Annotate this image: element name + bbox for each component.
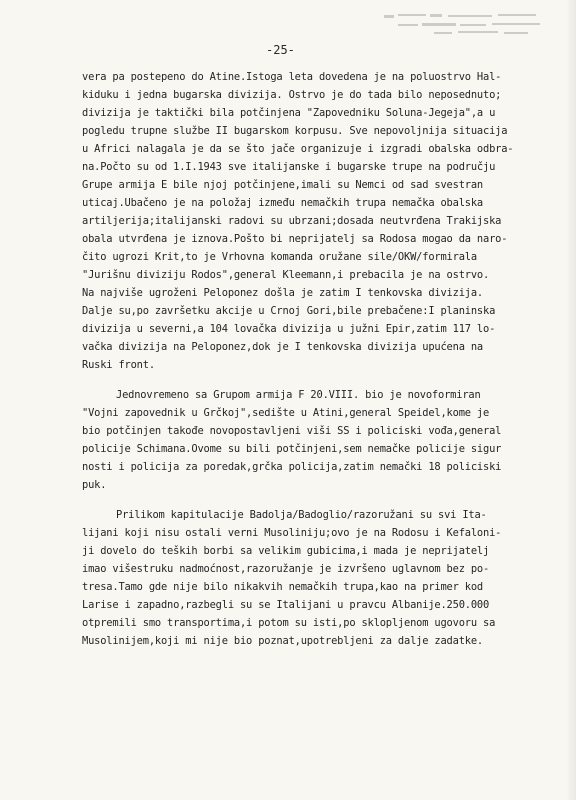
- text-line: Ruski front.: [82, 359, 155, 371]
- text-line: "Jurišnu diviziju Rodos",general Kleemann,i prebacila je na ostrvo.: [82, 269, 490, 281]
- text-line: na.Počto su od 1.I.1943 sve italijanske i bugarske trupe na području: [82, 161, 496, 173]
- text-line: otpremili smo transportima,i potom su isti,po sklopljenom ugovoru sa: [82, 617, 496, 629]
- paragraph-1: [82, 68, 542, 374]
- page-edge-shadow: [566, 0, 576, 800]
- page-number: -25-: [266, 43, 295, 57]
- text-line: Grupe armija E bile njoj potčinjene,imali su Nemci od sad svestran: [82, 179, 483, 191]
- text-line: vera pa postepeno do Atine.Istoga leta dovedena je na poluostrvo Hal-: [82, 71, 502, 83]
- text-line: lijani koji nisu ostali verni Musoliniju;ovo je na Rodosu i Kefaloni-: [82, 527, 502, 539]
- paragraph-gap: [82, 374, 542, 386]
- text-line: divizija u severni,a 104 lovačka divizija u južni Epir,zatim 117 lo-: [82, 323, 496, 335]
- text-line: policije Schimana.Ovome su bili potčinjeni,sem nemačke policije sigur: [82, 443, 502, 455]
- text-line: vačka divizija na Peloponez,dok je I tenkovska divizija upućena na: [82, 341, 483, 353]
- text-line: tresa.Tamo gde nije bilo nikakvih nemačkih trupa,kao na primer kod: [82, 581, 483, 593]
- text-line: "Vojni zapovednik u Grčkoj",sedište u Atini,general Speidel,kome je: [82, 407, 490, 419]
- text-line: obala utvrđena je iznova.Pošto bi neprijatelj sa Rodosa mogao da naro-: [82, 233, 508, 245]
- text-line: bio potčinjen takođe novopostavljeni viši SS i policiski vođa,general: [82, 425, 502, 437]
- text-line: nosti i policija za poredak,grčka policija,zatim nemački 18 policiski: [82, 461, 502, 473]
- text-line: imao višestruku nadmoćnost,razoružanje je izvršeno uglavnom bez po-: [82, 563, 490, 575]
- text-line: čito ugrozi Krit,to je Vrhovna komanda oružane sile/OKW/formirala: [82, 251, 477, 263]
- text-line: Na najviše ugroženi Peloponez došla je zatim I tenkovska divizija.: [82, 287, 483, 299]
- text-line: divizija je taktički bila potčinjena "Zapovedniku Soluna-Jegeja",a u: [82, 107, 496, 119]
- text-line: artiljerija;italijanski radovi su ubrzani;dosada neutvrđena Trakijska: [82, 215, 502, 227]
- text-line: Larise i zapadno,razbegli su se Italijani u pravcu Albanije.250.000: [82, 599, 490, 611]
- text-line: ji dovelo do teških borbi sa velikim gubicima,i mada je neprijatelj: [82, 545, 490, 557]
- paragraph-3: [82, 506, 542, 650]
- text-line: Jednovremeno sa Grupom armija F 20.VIII. bio je novoformiran: [116, 389, 481, 401]
- document-body: [82, 68, 542, 650]
- archive-stamp-marks: [380, 10, 550, 40]
- text-line: pogledu trupne službe II bugarskom korpusu. Sve nepovoljnija situacija: [82, 125, 508, 137]
- text-line: Prilikom kapitulacije Badolja/Badoglio/razoružani su svi Ita-: [116, 509, 487, 521]
- text-line: u Africi nalagala je da se što jače organizuje i izgradi obalska odbra-: [82, 143, 514, 155]
- text-line: puk.: [82, 479, 107, 491]
- text-line: Dalje su,po završetku akcije u Crnoj Gori,bile prebačene:I planinska: [82, 305, 496, 317]
- text-line: kiduku i jedna bugarska divizija. Ostrvo je do tada bilo neposednuto;: [82, 89, 502, 101]
- paragraph-2: [82, 386, 542, 494]
- paragraph-gap: [82, 494, 542, 506]
- text-line: uticaj.Ubačeno je na položaj između nemačkih trupa nemačka obalska: [82, 197, 483, 209]
- text-line: Musolinijem,koji mi nije bio poznat,upotrebljeni za dalje zadatke.: [82, 635, 483, 647]
